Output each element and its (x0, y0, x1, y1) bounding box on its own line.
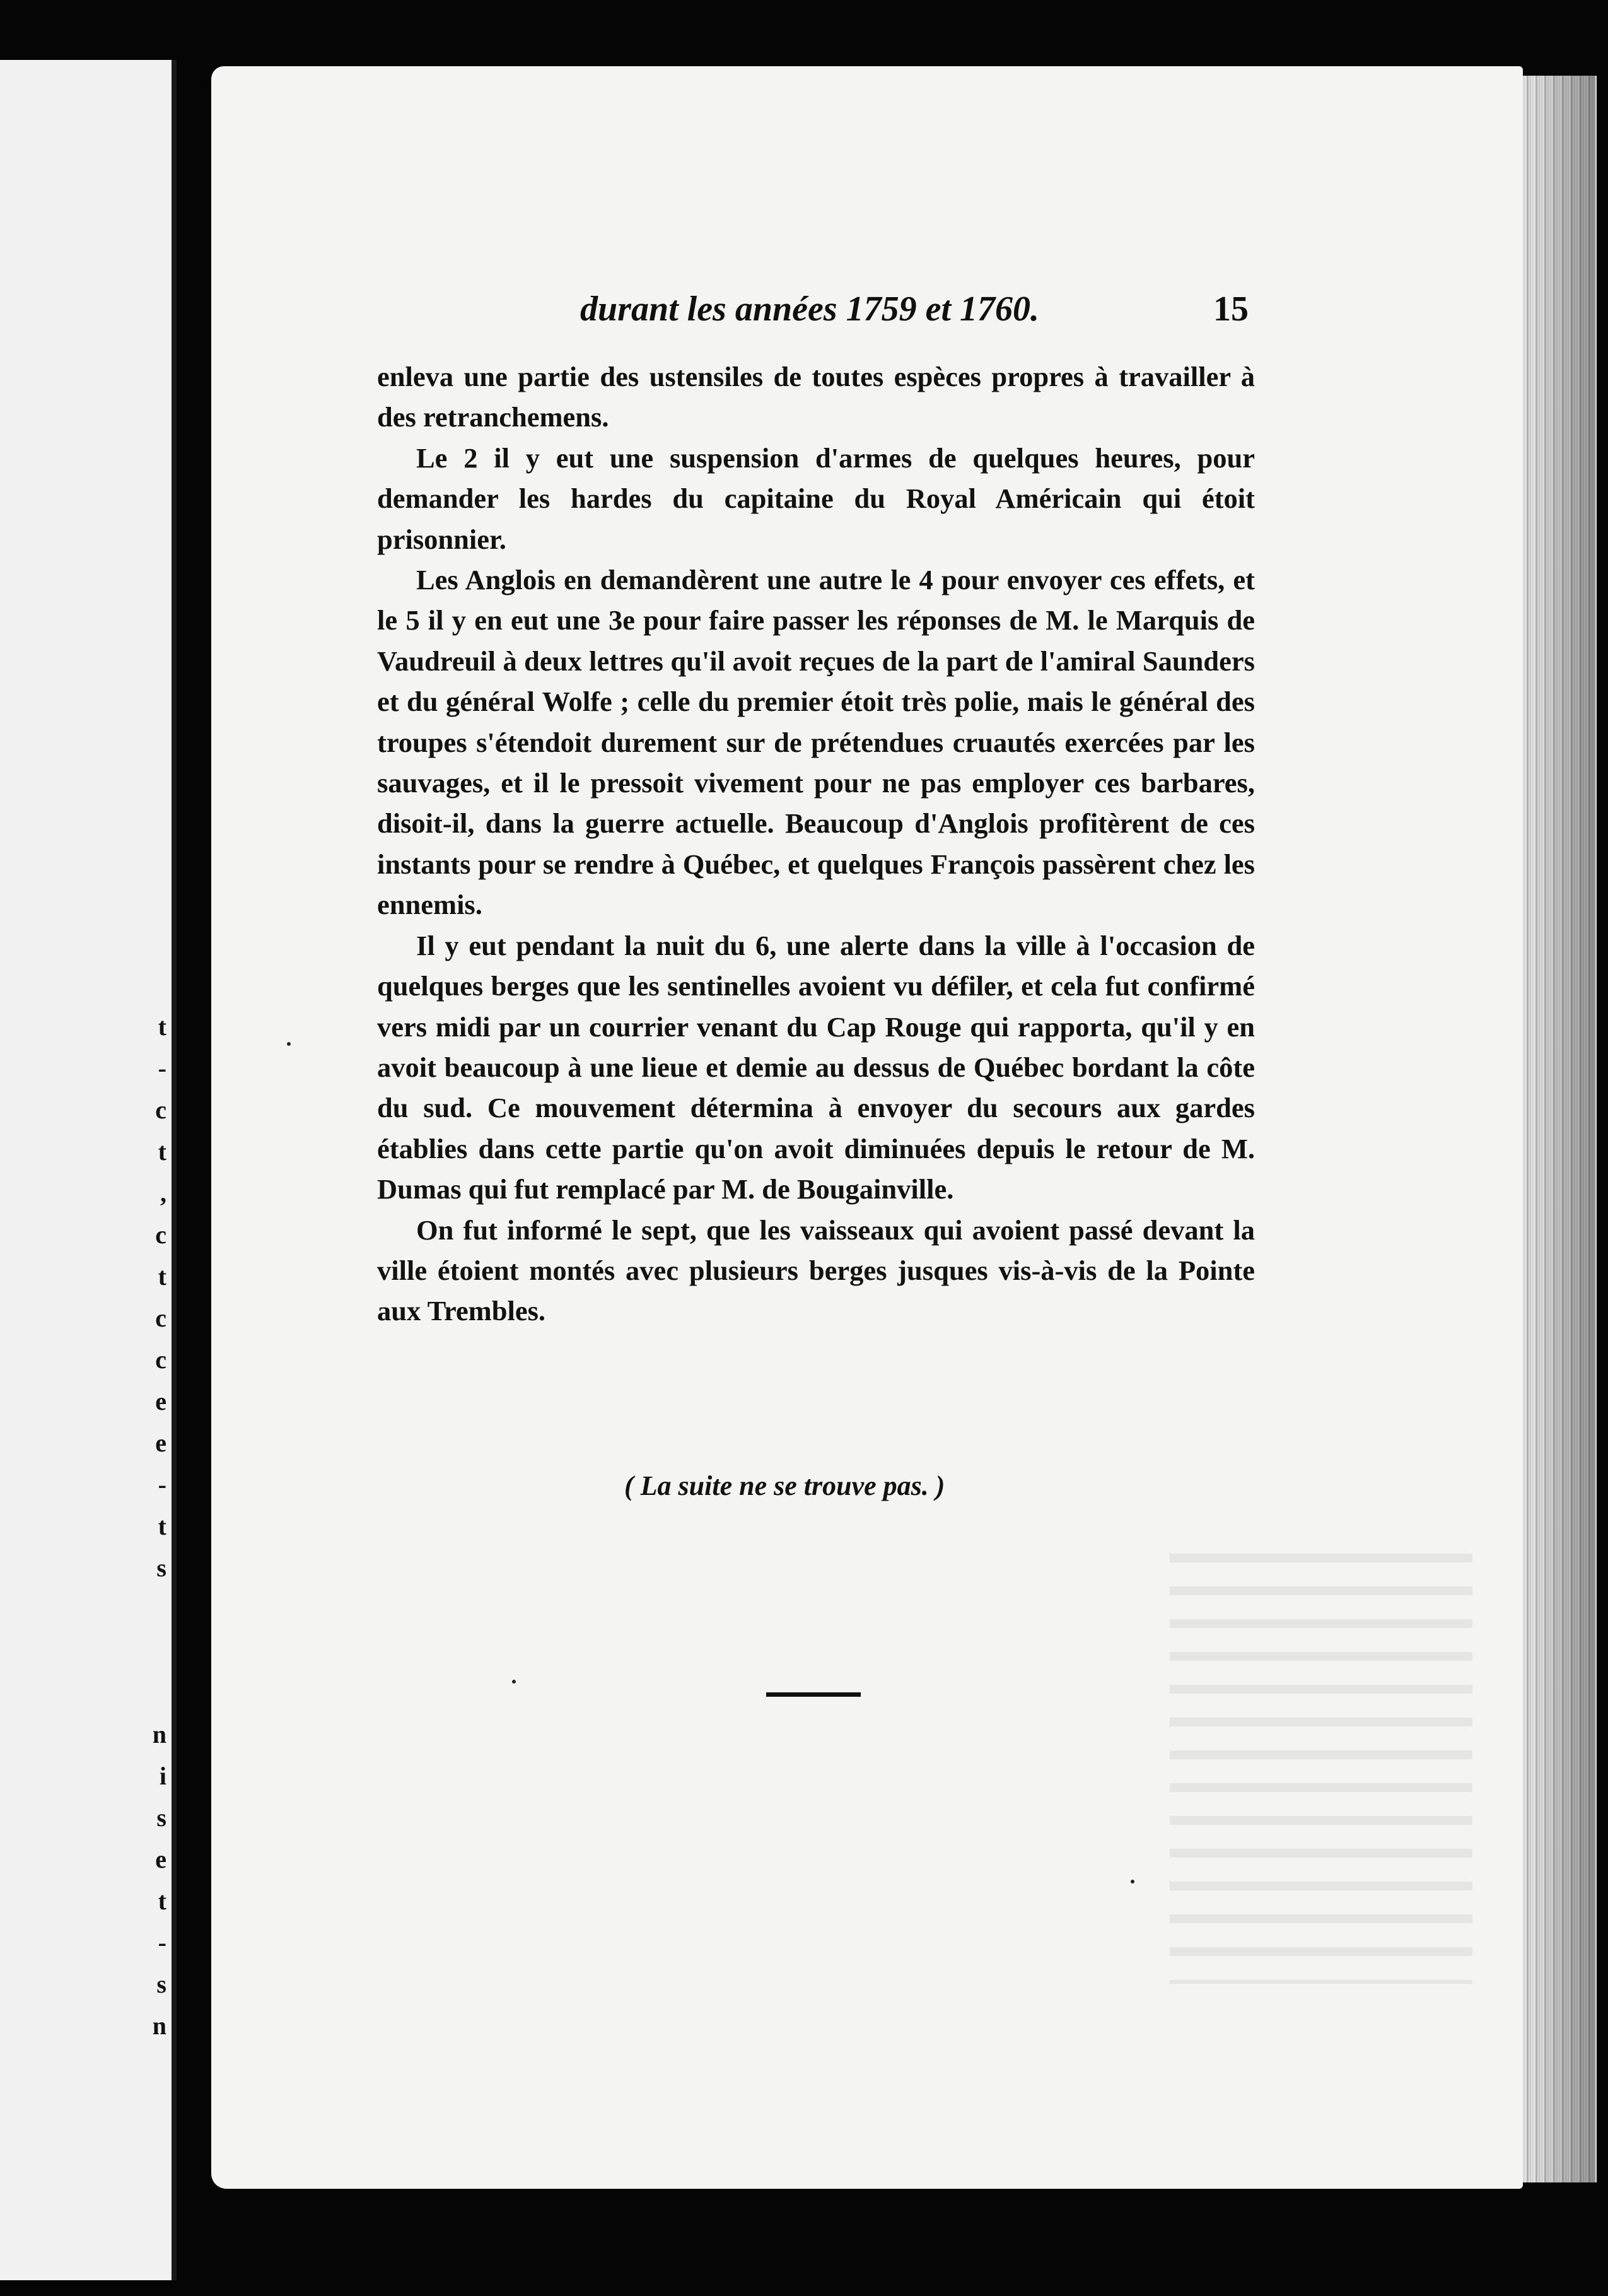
paragraph: On fut informé le sept, que les vaisseaux qui avoient passé devant la ville étoient montés avec plusieurs berges jusques vis-à-vis de la Pointe aux Trembles. (377, 1214, 1255, 1327)
book-edge-shadow (1535, 76, 1595, 2182)
facing-page-left (0, 60, 177, 2280)
reverse-side-show-through (1170, 1530, 1472, 1984)
paragraph: enleva une partie des ustensiles de toutes espèces propres à travailler à des retranchemens. (377, 361, 1255, 433)
paragraph: Les Anglois en demandèrent une autre le 4 pour envoyer ces effets, et le 5 il y en eut une 3e pour faire passer les réponses de M. le Marquis de Vaudreuil à deux lettres qu'il avoit reçues de la part de l'amiral Saunders et du général Wolfe ; celle du premier étoit très polie, mais le général des troupes s'étendoit durement sur de prétendues cruautés exercées par les sauvages, et il le pressoit vivement pour ne pas employer ces barbares, disoit-il, dans la guerre actuelle. Beaucoup d'Anglois profitèrent de ces instants pour se rendre à Québec, et quelques François passèrent chez les ennemis. (377, 564, 1255, 921)
paragraph: Le 2 il y eut une suspension d'armes de quelques heures, pour demander les hardes du capitaine du Royal Américain qui étoit prisonnier. (377, 442, 1255, 555)
running-title: durant les années 1759 et 1760. (580, 290, 1040, 329)
facing-page-edge-letters: t - c t , c t c c e e - t s n i s e t - s n (152, 1012, 166, 2040)
body-text (377, 356, 1255, 1332)
ink-speck (1131, 1880, 1134, 1883)
end-rule (766, 1692, 861, 1697)
running-head (378, 289, 1249, 339)
closing-note: ( La suite ne se trouve pas. ) (624, 1470, 945, 1501)
page-number: 15 (1213, 290, 1249, 329)
paragraph: Il y eut pendant la nuit du 6, une alerte dans la ville à l'occasion de quelques berges que les sentinelles avoient vu défiler, et cela fut confirmé vers midi par un courrier venant du Cap Rouge qui rapporta, qu'il y en avoit beaucoup à une lieue et demie au dessus de Québec bordant la côte du sud. Ce mouvement détermina à envoyer du secours aux gardes établies dans cette partie qu'on avoit diminuées depuis le retour de M. Dumas qui fut remplacé par M. de Bougainville. (377, 929, 1255, 1205)
ink-speck (512, 1680, 516, 1684)
ink-speck (287, 1042, 291, 1046)
